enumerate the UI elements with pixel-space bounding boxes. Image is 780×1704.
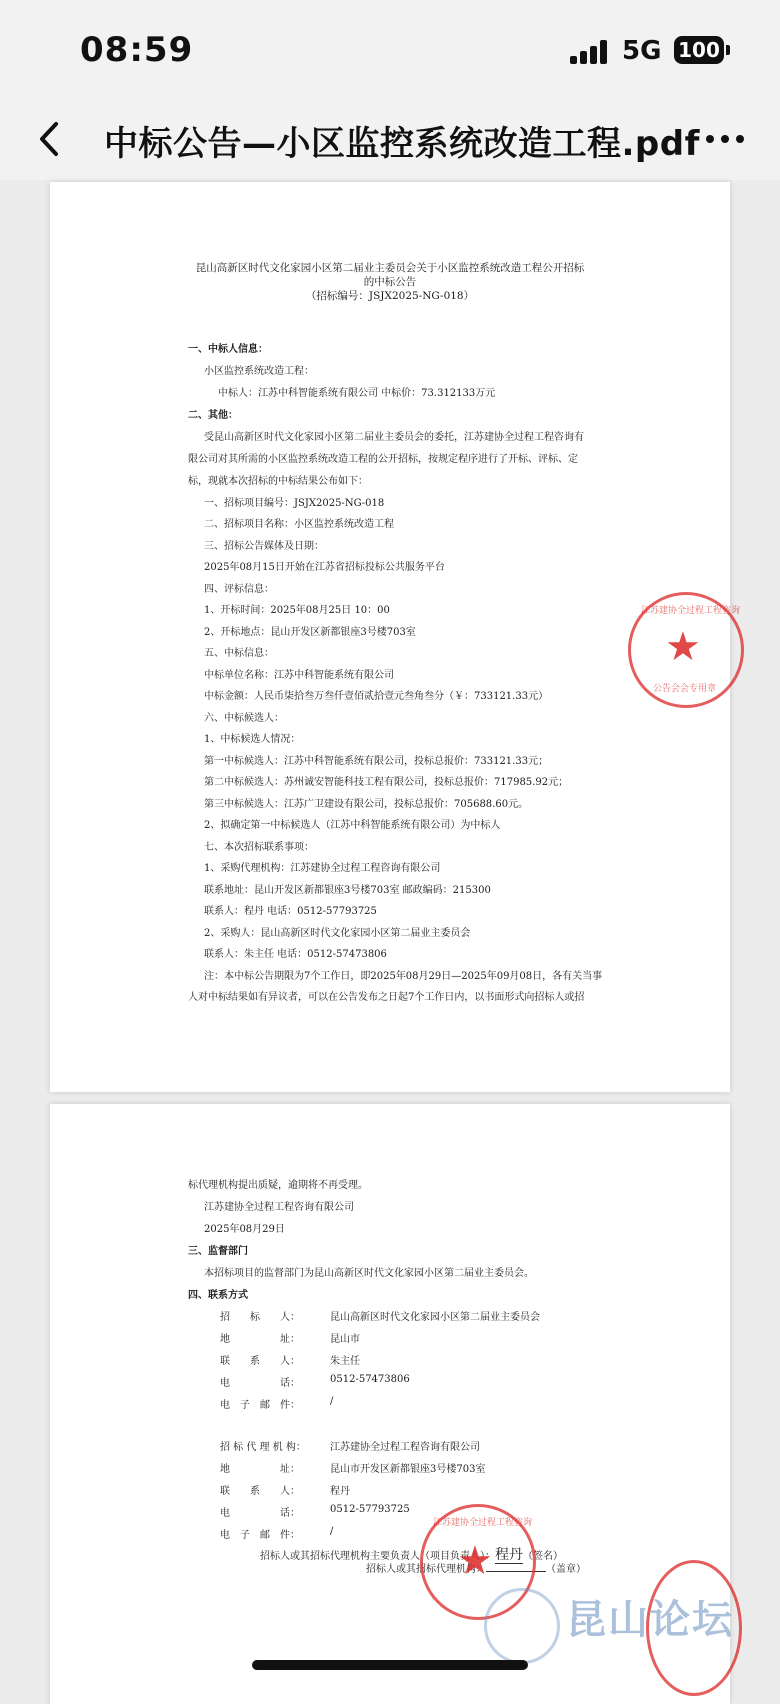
doc-line: 二、招标项目名称：小区监控系统改造工程 [204, 519, 394, 530]
doc-line: 一、招标项目编号：JSJX2025-NG-018 [204, 498, 385, 509]
status-time: 08:59 [80, 30, 194, 70]
doc-line: 本招标项目的监督部门为昆山高新区时代文化家园小区第二届业主委员会。 [204, 1268, 534, 1279]
doc-line: 五、中标信息： [204, 648, 274, 659]
doc-line: 三、监督部门 [188, 1246, 248, 1257]
back-button[interactable] [30, 114, 70, 164]
doc-line: 2025年08月29日 [204, 1224, 285, 1235]
contact-value: 程丹 [330, 1486, 350, 1497]
doc-line: 标代理机构提出质疑，逾期将不再受理。 [188, 1180, 368, 1191]
doc-line: 1、采购代理机构：江苏建协全过程工程咨询有限公司 [204, 863, 441, 874]
battery-tip [726, 45, 730, 55]
pdf-page-1[interactable] [50, 182, 741, 1092]
doc-line: 江苏建协全过程工程咨询有限公司 [204, 1202, 354, 1213]
contact-value: 0512-57473806 [330, 1374, 410, 1385]
signature-suffix: （签名） [523, 1551, 563, 1562]
doc-heading: 昆山高新区时代文化家园小区第二届业主委员会关于小区监控系统改造工程公开招标 [195, 262, 585, 274]
doc-line: 第二中标候选人：苏州诚安智能科技工程有限公司，投标总报价：717985.92元； [204, 777, 569, 788]
contact-value: 昆山市 [330, 1334, 360, 1345]
forum-logo-icon [484, 1588, 560, 1664]
doc-line: 1、中标候选人情况： [204, 734, 301, 745]
seal-star-icon: ★ [457, 1538, 493, 1584]
doc-line: 小区监控系统改造工程： [204, 366, 314, 377]
contact-value: 0512-57793725 [330, 1504, 410, 1515]
doc-line: 标，现就本次招标的中标结果公布如下： [188, 476, 368, 487]
contact-label: 地 址： [220, 1464, 300, 1475]
doc-line: 联系地址：昆山开发区新都银座3号楼703室 邮政编码：215300 [204, 885, 491, 896]
doc-line: 受昆山高新区时代文化家园小区第二届业主委员会的委托，江苏建协全过程工程咨询有 [204, 432, 584, 443]
contact-label: 招 标 人： [220, 1312, 300, 1323]
contact-label: 电 话： [220, 1508, 300, 1519]
signal-icon [570, 40, 610, 64]
doc-line: 2025年08月15日开始在江苏省招标投标公共服务平台 [204, 562, 445, 573]
contact-label: 电 话： [220, 1378, 300, 1389]
contact-label: 联 系 人： [220, 1486, 300, 1497]
seal-star-icon: ★ [665, 624, 701, 670]
contact-value: 朱主任 [330, 1356, 360, 1367]
watermark-text: 昆山论坛 [566, 1596, 734, 1643]
doc-line: 第一中标候选人：江苏中科智能系统有限公司，投标总报价：733121.33元； [204, 756, 549, 767]
contact-label: 电 子 邮 件： [220, 1400, 300, 1411]
doc-line: 人对中标结果如有异议者，可以在公告发布之日起7个工作日内，以书面形式向招标人或招 [188, 992, 585, 1003]
contact-label: 联 系 人： [220, 1356, 300, 1367]
more-button[interactable] [700, 114, 750, 164]
doc-line: 联系人：朱主任 电话：0512-57473806 [204, 949, 387, 960]
contact-value: / [330, 1396, 334, 1407]
doc-heading-2: 的中标公告 [363, 276, 417, 288]
doc-line: 2、采购人：昆山高新区时代文化家园小区第二届业主委员会 [204, 928, 471, 939]
seal-suffix: （盖章） [546, 1564, 586, 1575]
seal-text: 江苏建协全过程工程咨询 [433, 1518, 533, 1528]
signature-name: 程丹 [495, 1547, 523, 1563]
doc-line: 1、开标时间：2025年08月25日 10：00 [204, 605, 390, 616]
doc-line: 七、本次招标联系事项： [204, 842, 314, 853]
doc-line: 中标单位名称：江苏中科智能系统有限公司 [204, 670, 394, 681]
home-indicator[interactable] [252, 1660, 528, 1670]
contact-value: 江苏建协全过程工程咨询有限公司 [330, 1442, 480, 1453]
chevron-left-icon [30, 114, 70, 164]
contact-label: 地 址： [220, 1334, 300, 1345]
doc-bid-number: （招标编号：JSJX2025-NG-018） [305, 290, 475, 302]
doc-line: 联系人：程丹 电话：0512-57793725 [204, 906, 377, 917]
doc-line: 中标金额：人民币柒拾叁万叁仟壹佰贰拾壹元叁角叁分（￥：733121.33元） [204, 691, 549, 702]
doc-line: 注：本中标公告期限为7个工作日，即2025年08月29日—2025年09月08日，各有关当事 [204, 971, 603, 982]
contact-value: 昆山市开发区新都银座3号楼703室 [330, 1464, 486, 1475]
seal-label: 招标人或其招标代理机构： [366, 1564, 486, 1575]
contact-label: 招 标 代 理 机 构： [220, 1442, 306, 1453]
nav-bar [0, 100, 780, 180]
network-type: 5G [622, 36, 662, 66]
official-seal [628, 592, 744, 708]
more-icon [700, 114, 750, 164]
doc-line: 2、拟确定第一中标候选人（江苏中科智能系统有限公司）为中标人 [204, 820, 501, 831]
doc-line: 限公司对其所需的小区监控系统改造工程的公开招标，按规定程序进行了开标、评标、定 [188, 454, 578, 465]
doc-line: 一、中标人信息： [188, 344, 268, 355]
doc-line: 三、招标公告媒体及日期： [204, 541, 324, 552]
seal-subtext: 公告会会专用章 [653, 684, 717, 694]
doc-line: 二、其他： [188, 410, 238, 421]
status-bar [0, 0, 780, 100]
doc-line: 六、中标候选人： [204, 713, 284, 724]
contact-value: / [330, 1526, 334, 1537]
battery-icon: 100 [674, 36, 724, 64]
document-title: 中标公告—小区监控系统改造工程.pdf [104, 124, 700, 164]
doc-line: 四、联系方式 [188, 1290, 248, 1301]
contact-value: 昆山高新区时代文化家园小区第二届业主委员会 [330, 1312, 540, 1323]
seal-text: 江苏建协全过程工程咨询 [641, 606, 741, 616]
doc-line: 中标人：江苏中科智能系统有限公司 中标价：73.312133万元 [218, 388, 496, 399]
doc-line: 第三中标候选人：江苏广卫建设有限公司，投标总报价：705688.60元。 [204, 799, 529, 810]
signature-label: 招标人或其招标代理机构主要负责人（项目负责人）： [260, 1551, 495, 1562]
doc-line: 四、评标信息： [204, 584, 274, 595]
doc-line: 2、开标地点：昆山开发区新都银座3号楼703室 [204, 627, 416, 638]
contact-label: 电 子 邮 件： [220, 1530, 300, 1541]
